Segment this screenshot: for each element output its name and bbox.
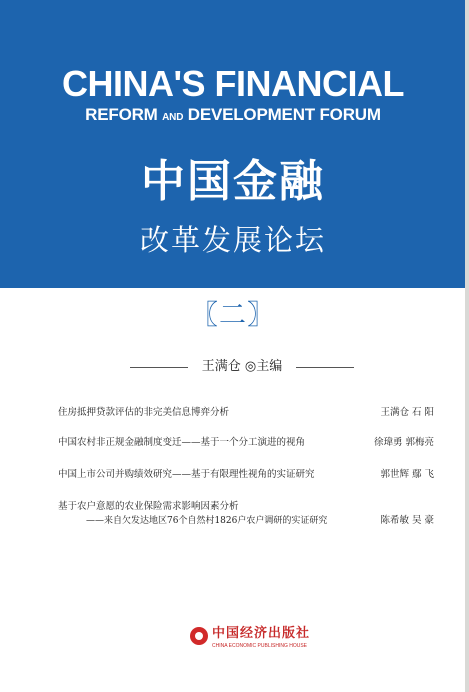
english-subtitle-part2: DEVELOPMENT FORUM: [183, 105, 381, 124]
article-title: 中国上市公司并购绩效研究——基于有限理性视角的实证研究: [58, 469, 315, 480]
publisher-logo: [190, 625, 340, 655]
english-subtitle: [0, 104, 466, 129]
article-title: 基于农户意愿的农业保险需求影响因素分析: [58, 501, 239, 512]
english-subtitle-part1: REFORM: [85, 105, 163, 124]
english-subtitle-and: AND: [162, 112, 184, 123]
divider-left: [130, 367, 188, 368]
editor-row: [130, 357, 354, 377]
article-title: 中国农村非正规金融制度变迁——基于一个分工演进的视角: [58, 437, 306, 448]
publisher-name-cn: 中国经济出版社: [212, 626, 311, 641]
publisher-name-en: CHINA ECONOMIC PUBLISHING HOUSE: [212, 643, 308, 649]
divider-right: [296, 367, 354, 368]
article-authors: 陈希敏 吴 豪: [380, 515, 434, 526]
article-authors: 郭世辉 鄢 飞: [380, 469, 434, 480]
article-title: 住房抵押贷款评估的非完美信息博弈分析: [58, 407, 230, 418]
chinese-title: 中国金融: [141, 156, 325, 207]
cover-banner: [0, 0, 466, 288]
english-title: CHINA'S FINANCIAL: [61, 63, 405, 104]
article-authors: 王满仓 石 阳: [380, 407, 434, 418]
editor-credit: 王满仓 ◎主编: [201, 359, 283, 374]
article-authors: 徐瑋勇 郭梅亮: [373, 437, 434, 448]
volume-number: 〖二〗: [191, 300, 275, 331]
chinese-subtitle: 改革发展论坛: [139, 223, 326, 257]
publisher-emblem-icon: [190, 627, 208, 645]
cover-edge: [465, 0, 469, 692]
article-subtitle: ——来自欠发达地区76个自然村1826户农户调研的实证研究: [86, 516, 328, 526]
